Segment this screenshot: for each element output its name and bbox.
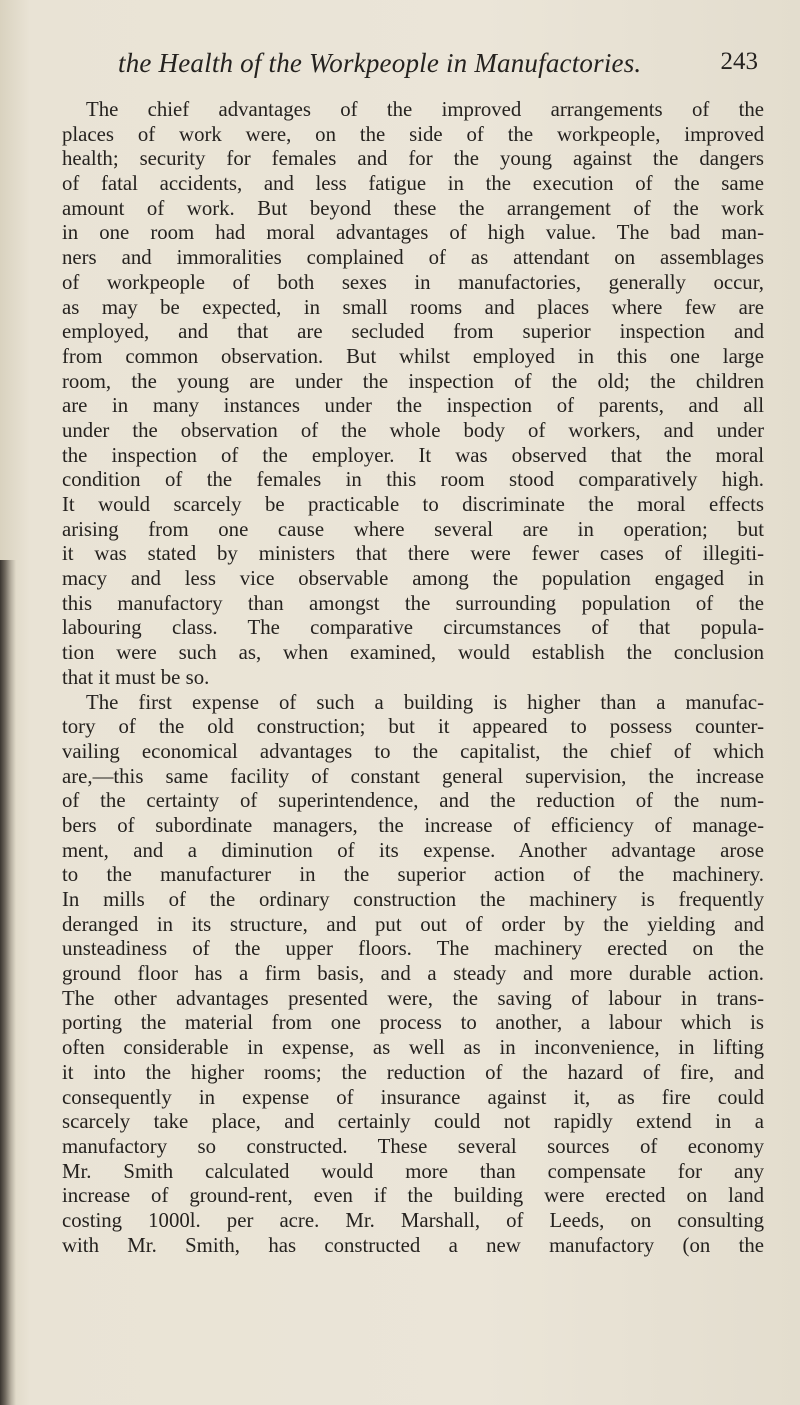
text-line: tion were such as, when examined, would establish the conclusion	[62, 641, 764, 665]
text-line: under the observation of the whole body of workers, and under	[62, 418, 764, 442]
text-line: with Mr. Smith, has constructed a new manufactory (on the	[62, 1233, 764, 1257]
text-line: employed, and that are secluded from superior inspection and	[62, 320, 764, 344]
binding-shadow	[0, 560, 16, 1405]
text-line: of fatal accidents, and less fatigue in the execution of the same	[62, 172, 764, 196]
text-line: health; security for females and for the young against the dangers	[62, 147, 764, 171]
text-line: of the certainty of superintendence, and the reduction of the num-	[62, 789, 764, 813]
text-line: It would scarcely be practicable to discriminate the moral effects	[62, 493, 764, 516]
text-line: ners and immoralities complained of as attendant on assemblages	[62, 246, 764, 270]
text-line: The other advantages presented were, the saving of labour in trans-	[62, 986, 764, 1010]
text-line: unsteadiness of the upper floors. The machinery erected on the	[62, 937, 764, 961]
text-line: condition of the females in this room stood comparatively high.	[62, 468, 764, 492]
text-line: scarcely take place, and certainly could not rapidly extend in a	[62, 1110, 764, 1134]
text-line: macy and less vice observable among the population engaged in	[62, 567, 764, 591]
text-line: labouring class. The comparative circumstances of that popula-	[62, 616, 764, 640]
text-line: to the manufacturer in the superior action of the machinery.	[62, 863, 764, 887]
page-number: 243	[720, 48, 758, 75]
text-line: as may be expected, in small rooms and places where few are	[62, 295, 764, 319]
text-line: room, the young are under the inspection of the old; the children	[62, 369, 764, 393]
text-line: Mr. Smith calculated would more than compensate for any	[62, 1159, 764, 1183]
text-line: consequently in expense of insurance against it, as fire could	[62, 1085, 764, 1109]
text-line: porting the material from one process to another, a labour which is	[62, 1011, 764, 1035]
text-line: this manufactory than amongst the surrounding population of the	[62, 591, 764, 615]
text-line: of workpeople of both sexes in manufactories, generally occur,	[62, 270, 764, 294]
text-line: ground floor has a firm basis, and a steady and more durable action.	[62, 962, 764, 986]
text-line: deranged in its structure, and put out of order by the yielding and	[62, 912, 764, 936]
body-text	[62, 98, 764, 1258]
text-line: The chief advantages of the improved arrangements of the	[86, 98, 764, 121]
text-line: manufactory so constructed. These several sources of economy	[62, 1134, 764, 1158]
text-line: places of work were, on the side of the workpeople, improved	[62, 122, 764, 146]
running-head-title: the Health of the Workpeople in Manufactories.	[118, 48, 642, 78]
text-line: arising from one cause where several are in operation; but	[62, 517, 764, 541]
text-line: costing 1000l. per acre. Mr. Marshall, of Leeds, on consulting	[62, 1208, 764, 1232]
text-line: it into the higher rooms; the reduction of the hazard of fire, and	[62, 1060, 764, 1084]
text-line: often considerable in expense, as well as in inconvenience, in lifting	[62, 1036, 764, 1060]
page-header	[118, 48, 758, 88]
text-line: tory of the old construction; but it appeared to possess counter-	[62, 715, 764, 739]
text-line: from common observation. But whilst employed in this one large	[62, 344, 764, 368]
text-line: that it must be so.	[62, 665, 210, 689]
text-line: are in many instances under the inspection of parents, and all	[62, 394, 764, 418]
text-line: in one room had moral advantages of high value. The bad man-	[62, 221, 764, 245]
text-line: The first expense of such a building is higher than a manufac-	[86, 690, 764, 714]
text-line: vailing economical advantages to the capitalist, the chief of which	[62, 739, 764, 763]
text-line: In mills of the ordinary construction the machinery is frequently	[62, 888, 764, 911]
text-line: are,—this same facility of constant general supervision, the increase	[62, 764, 764, 788]
text-line: increase of ground-rent, even if the building were erected on land	[62, 1184, 764, 1208]
text-line: the inspection of the employer. It was observed that the moral	[62, 443, 764, 467]
text-line: it was stated by ministers that there were fewer cases of illegiti-	[62, 542, 764, 566]
text-line: amount of work. But beyond these the arrangement of the work	[62, 196, 764, 220]
text-line: bers of subordinate managers, the increase of efficiency of manage-	[62, 813, 764, 837]
text-line: ment, and a diminution of its expense. Another advantage arose	[62, 838, 764, 862]
